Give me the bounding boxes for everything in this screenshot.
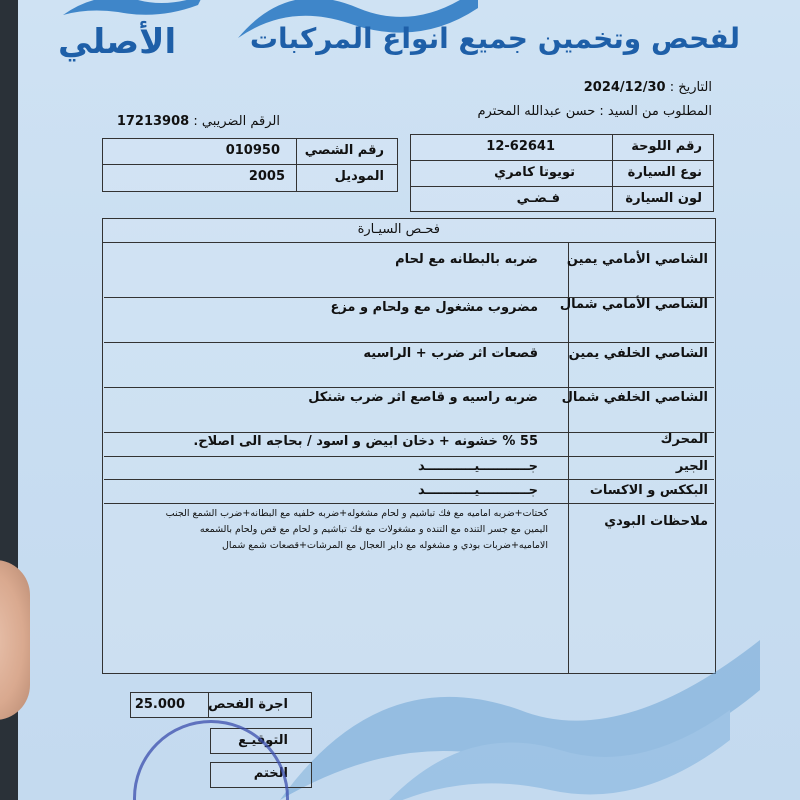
- date-line: [584, 80, 712, 95]
- requester-name: حسن عبدالله المحترم: [477, 104, 596, 119]
- wing-logo-icon: [58, 0, 208, 20]
- front-left-chassis-label: الشاصي الأمامي شمال: [559, 297, 708, 312]
- inspection-title: فحـص السيـارة: [357, 222, 440, 237]
- fee-label: اجرة الفحص: [208, 697, 288, 712]
- rear-right-chassis-value: قصعات اثر ضرب + الراسيه: [363, 346, 538, 361]
- engine-value: 55 % خشونه + دخان ابيض و اسود / بحاجه الى اصلاح.: [193, 434, 538, 449]
- tax-value: 17213908: [116, 114, 190, 129]
- chassis-value: 010950: [225, 143, 280, 158]
- type-value: تويوتا كامري: [494, 165, 575, 180]
- color-label: لون السيارة: [625, 191, 702, 206]
- tax-label: الرقم الضريبي :: [193, 114, 280, 129]
- brand-name: الأصلي: [58, 22, 177, 62]
- model-label: الموديل: [334, 169, 384, 184]
- date-label: التاريخ :: [669, 80, 712, 95]
- body-notes-label: ملاحظات البودي: [604, 514, 708, 529]
- front-left-chassis-value: مضروب مشغول مع ولحام و مزع: [330, 300, 538, 315]
- body-notes-line-1: كحتات+ضربه اماميه مع فك تباشيم و لحام مشغوله+ضربه خلفيه مع البطانه+ضرب الشمع الجنب: [165, 508, 548, 519]
- signature-label: التوقيـع: [238, 733, 288, 748]
- color-value: فـضـي: [516, 191, 560, 206]
- front-right-chassis-label: الشاصي الأمامي يمين: [566, 252, 708, 267]
- fee-value: 25.000: [134, 697, 185, 712]
- engine-label: المحرك: [660, 432, 708, 447]
- requester-line: [478, 104, 713, 119]
- tax-number-line: [117, 114, 280, 129]
- date-value: 2024/12/30: [583, 80, 666, 95]
- body-notes-text: [108, 506, 548, 554]
- gearbox-value: جـــــــــــيـــــــــــد: [418, 459, 538, 474]
- rear-left-chassis-label: الشاصي الخلفي شمال: [561, 390, 708, 405]
- type-label: نوع السيارة: [627, 165, 702, 180]
- rear-right-chassis-label: الشاصي الخلفي يمين: [568, 346, 708, 361]
- rear-left-chassis-value: ضربه راسيه و قاصع اثر ضرب شنكل: [308, 390, 538, 405]
- differential-axles-label: البككس و الاكسات: [589, 483, 708, 498]
- chassis-label: رقم الشصي: [304, 143, 384, 158]
- gearbox-label: الجير: [675, 459, 708, 474]
- seal-label: الختم: [253, 766, 288, 781]
- tagline: لفحص وتخمين جميع انواع المركبات: [249, 22, 740, 55]
- plate-value: 12-62641: [486, 139, 555, 154]
- inspection-form-sheet: [18, 0, 800, 800]
- model-value: 2005: [248, 169, 285, 184]
- eagle-watermark-icon: [260, 600, 780, 800]
- plate-label: رقم اللوحة: [631, 139, 702, 154]
- body-notes-line-2: اليمين مع جسر التنده مع التنده و مشغولات مع فك تباشيم و لحام مع قص ولحام بالشمعه: [199, 524, 548, 535]
- finger-holding-paper: [0, 560, 30, 720]
- body-notes-line-3: الاماميه+ضربات بودي و مشغوله مع داير العجال مع المرشات+قصعات شمع شمال: [222, 540, 548, 551]
- front-right-chassis-value: ضربه بالبطانه مع لحام: [395, 252, 538, 267]
- requester-label: المطلوب من السيد :: [599, 104, 712, 119]
- differential-axles-value: جـــــــــــيـــــــــــد: [418, 483, 538, 498]
